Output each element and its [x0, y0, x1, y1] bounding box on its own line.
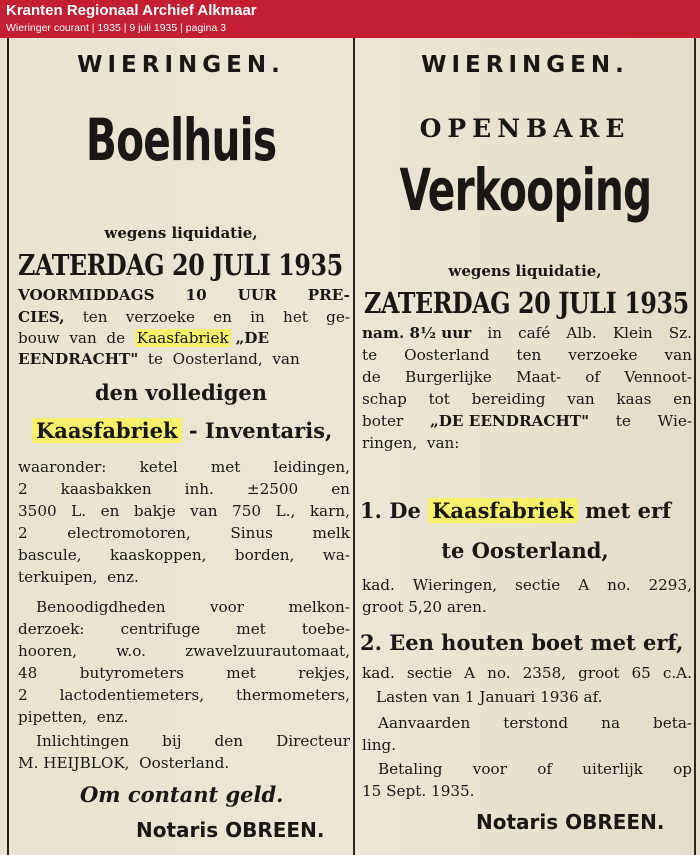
left-notary: Notaris OBREEN.: [136, 818, 325, 842]
right-place-heading: WIERINGEN.: [421, 52, 629, 78]
left-p3-line-2: derzoek: centrifuge met toebe-: [18, 620, 350, 638]
right-lasten: Lasten van 1 Januari 1936 af.: [376, 688, 603, 706]
right-p1-line-4: schap tot bereiding van kaas en: [362, 390, 692, 408]
left-inventaris-line: Kaasfabriek - Inventaris,: [32, 418, 350, 443]
left-p3-line-1: Benoodigdheden voor melkon-: [36, 598, 350, 616]
right-aanvaarden-line-2: ling.: [362, 736, 397, 754]
right-item-1: 1. De Kaasfabriek met erf: [360, 498, 672, 523]
left-column-rule: [7, 38, 9, 855]
right-p1-line-2: te Oosterland ten verzoeke van: [362, 346, 692, 364]
left-date: ZATERDAG 20 JULI 1935: [18, 248, 343, 282]
left-p1-line-3: bouw van de Kaasfabriek „DE: [18, 329, 270, 347]
right-betaling-line-1: Betaling voor of uiterlijk op: [378, 760, 692, 778]
highlight-kaasfabriek-3: Kaasfabriek: [428, 498, 578, 523]
left-p4-line-1: Inlichtingen bij den Directeur: [36, 732, 350, 750]
highlight-kaasfabriek-2: Kaasfabriek: [32, 418, 182, 443]
right-column-rule: [694, 38, 696, 855]
right-item-2-kad: kad. sectie A no. 2358, groot 65 c.A.: [362, 664, 692, 682]
right-p1-line-5: boter „DE EENDRACHT" te Wie-: [362, 412, 692, 430]
left-p4-line-2: M. HEIJBLOK, Oosterland.: [18, 754, 230, 772]
right-advertisement: [358, 38, 692, 855]
left-p3-line-4: 48 butyrometers met rekjes,: [18, 664, 350, 682]
middle-column-rule: [353, 38, 355, 855]
left-p2-line-4: 2 electromotoren, Sinus melk: [18, 524, 350, 542]
right-item-1-kad: kad. Wieringen, sectie A no. 2293,: [362, 576, 692, 594]
highlight-kaasfabriek-1: Kaasfabriek: [136, 329, 229, 347]
left-place-heading: WIERINGEN.: [77, 52, 285, 78]
left-p3-line-5: 2 lactodentiemeters, thermometers,: [18, 686, 350, 704]
archive-title: Kranten Regionaal Archief Alkmaar: [6, 2, 257, 19]
right-openbare: OPENBARE: [419, 114, 631, 143]
right-reason: wegens liquidatie,: [448, 262, 602, 280]
right-item-2: 2. Een houten boet met erf,: [360, 630, 684, 655]
left-reason: wegens liquidatie,: [104, 224, 258, 242]
archive-header-bar: [0, 0, 700, 38]
right-p1-line-1: nam. 8½ uur in café Alb. Klein Sz.: [362, 324, 692, 342]
left-p1-line-4: EENDRACHT" te Oosterland, van: [18, 350, 300, 368]
left-p2-line-6: terkuipen, enz.: [18, 568, 139, 586]
right-title-verkooping: Verkooping: [399, 156, 651, 224]
left-p2-line-1: waaronder: ketel met leidingen,: [18, 458, 350, 476]
left-p3-line-3: hooren, w.o. zwavelzuurautomaat,: [18, 642, 350, 660]
right-p1-line-3: de Burgerlijke Maat- of Vennoot-: [362, 368, 692, 386]
left-den-volledigen: den volledigen: [94, 380, 268, 405]
left-p2-line-3: 3500 L. en bakje van 750 L., karn,: [18, 502, 350, 520]
left-advertisement: [12, 38, 350, 855]
left-p3-line-6: pipetten, enz.: [18, 708, 129, 726]
right-betaling-line-2: 15 Sept. 1935.: [362, 782, 475, 800]
left-cash-line: Om contant geld.: [80, 782, 284, 807]
right-item-1-size: groot 5,20 aren.: [362, 598, 487, 616]
left-p2-line-2: 2 kaasbakken inh. ±2500 en: [18, 480, 350, 498]
left-p2-line-5: bascule, kaaskoppen, borden, wa-: [18, 546, 350, 564]
right-p1-line-6: ringen, van:: [362, 434, 460, 452]
left-p1-line-1: VOORMIDDAGS 10 UUR PRE-: [18, 286, 350, 304]
right-date: ZATERDAG 20 JULI 1935: [364, 286, 689, 320]
archive-subtitle: Wieringer courant | 1935 | 9 juli 1935 | pagina 3: [6, 22, 227, 34]
left-title-boelhuis: Boelhuis: [85, 106, 277, 174]
right-aanvaarden-line-1: Aanvaarden terstond na beta-: [378, 714, 692, 732]
right-item-1-place: te Oosterland,: [441, 538, 609, 563]
right-notary: Notaris OBREEN.: [476, 810, 665, 834]
left-p1-line-2: CIES, ten verzoeke en in het ge-: [18, 308, 350, 326]
